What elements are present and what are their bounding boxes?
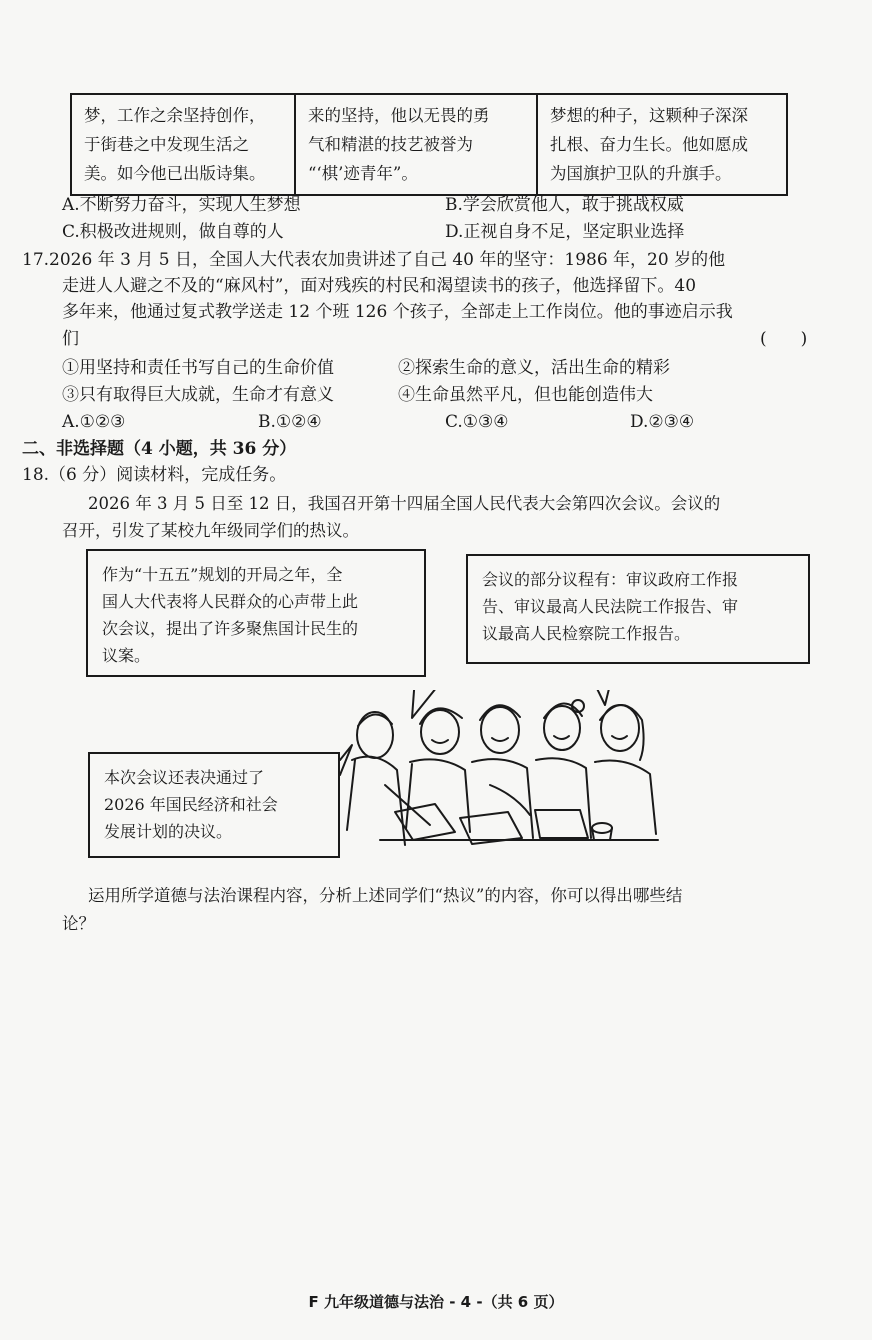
q17-stem-line-2: 走进人人避之不及的“麻风村”，面对残疾的村民和渴望读书的孩子，他选择留下。40	[62, 276, 697, 296]
table-cell-3: 梦想的种子，这颗种子深深 扎根、奋力生长。他如愿成 为国旗护卫队的升旗手。	[537, 94, 787, 195]
q17-choice-a: A.①②③	[62, 412, 126, 432]
students-discussion-illustration	[340, 690, 660, 860]
q17-statement-1: ①用坚持和责任书写自己的生命价值	[62, 358, 334, 378]
q17-choice-c: C.①③④	[445, 412, 509, 432]
q17-stem-line-3: 多年来，他通过复式教学送走 12 个班 126 个孩子，全部走上工作岗位。他的事迹启示我	[62, 302, 733, 322]
q16-option-a: A.不断努力奋斗，实现人生梦想	[62, 195, 301, 215]
q18-material-line-2: 召开，引发了某校九年级同学们的热议。	[62, 521, 359, 540]
q18-material-line-1: 2026 年 3 月 5 日至 12 日，我国召开第十四届全国人民代表大会第四次会议。会议的	[88, 494, 721, 513]
q17-statement-2: ②探索生命的意义，活出生命的精彩	[398, 358, 670, 378]
speech-bubble-left: 作为“十五五”规划的开局之年，全 国人大代表将人民群众的心声带上此 次会议，提出了许多聚焦国计民生的 议案。	[86, 549, 426, 677]
q18-header: 18.（6 分）阅读材料，完成任务。	[22, 465, 287, 485]
q16-option-c: C.积极改进规则，做自尊的人	[62, 222, 284, 242]
section-title: 二、非选择题（4 小题，共 36 分）	[22, 439, 297, 459]
answer-parentheses: ( )	[760, 329, 808, 349]
q17-stem-line-4: 们	[62, 329, 79, 349]
q18-task-line-2: 论？	[62, 914, 95, 933]
q17-statement-3: ③只有取得巨大成就，生命才有意义	[62, 385, 334, 405]
speech-bubble-bottom: 本次会议还表决通过了 2026 年国民经济和社会 发展计划的决议。	[88, 752, 340, 858]
q16-option-d: D.正视自身不足，坚定职业选择	[445, 222, 685, 242]
q17-statement-4: ④生命虽然平凡，但也能创造伟大	[398, 385, 653, 405]
table-cell-1: 梦，工作之余坚持创作， 于街巷之中发现生活之 美。如今他已出版诗集。	[71, 94, 295, 195]
q17-choice-d: D.②③④	[630, 412, 695, 432]
table-cell-2: 来的坚持，他以无畏的勇 气和精湛的技艺被誉为 “‘棋’迹青年”。	[295, 94, 537, 195]
material-table	[70, 93, 788, 196]
q16-option-b: B.学会欣赏他人，敢于挑战权威	[445, 195, 684, 215]
q17-stem-line-1: 17.2026 年 3 月 5 日，全国人大代表农加贵讲述了自己 40 年的坚守：1986 年，20 岁的他	[22, 250, 726, 270]
q17-choice-b: B.①②④	[258, 412, 322, 432]
q18-task-line-1: 运用所学道德与法治课程内容，分析上述同学们“热议”的内容，你可以得出哪些结	[88, 886, 683, 905]
speech-bubble-right: 会议的部分议程有：审议政府工作报 告、审议最高人民法院工作报告、审 议最高人民检察院工作报告。	[466, 554, 810, 664]
page-footer: F 九年级道德与法治 - 4 -（共 6 页）	[308, 1293, 564, 1311]
